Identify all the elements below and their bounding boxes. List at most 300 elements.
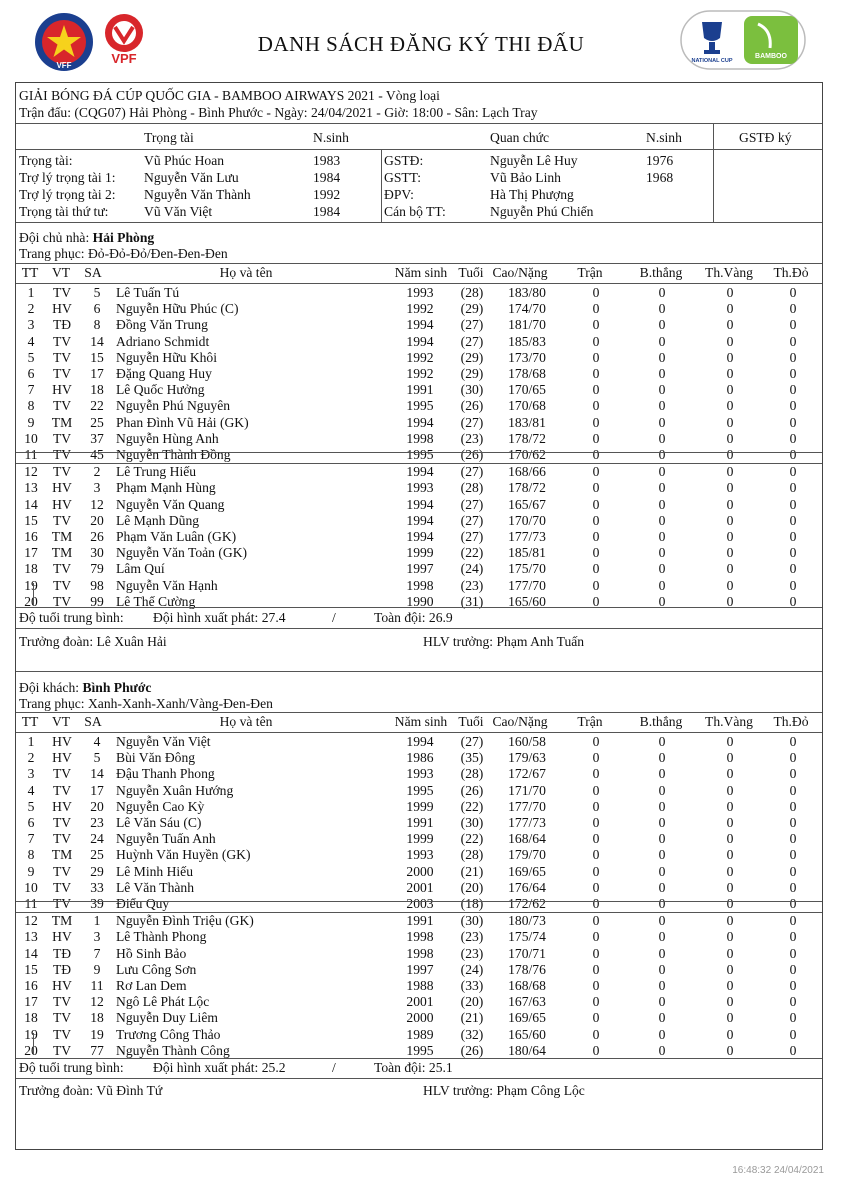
player-col-goals: 0 [658, 1042, 666, 1058]
player-col-height-weight: 180/73 [508, 913, 546, 929]
player-col-vt: TV [52, 333, 72, 349]
player-col-name: Lê Văn Thành [116, 879, 195, 895]
player-col-height-weight: 178/72 [508, 480, 546, 496]
player-col-vt: TV [52, 1026, 72, 1042]
player-col-goals: 0 [658, 945, 666, 961]
player-col-goals: 0 [658, 847, 666, 863]
player-col-birth: 1994 [406, 414, 434, 430]
player-row [16, 398, 822, 414]
player-col-tt: 15 [24, 512, 38, 528]
player-col-goals: 0 [658, 815, 666, 831]
player-col-red: 0 [789, 961, 797, 977]
player-col-sa: 17 [90, 782, 104, 798]
header-col-birth: Năm sinh [394, 265, 448, 280]
player-col-vt: TĐ [52, 945, 72, 961]
player-col-sa: 5 [93, 285, 101, 300]
player-col-age: (27) [460, 333, 484, 349]
player-row [16, 864, 822, 880]
player-col-yellow: 0 [726, 994, 734, 1010]
player-col-goals: 0 [658, 366, 666, 382]
player-col-matches: 0 [592, 577, 600, 593]
player-col-red: 0 [789, 994, 797, 1010]
player-col-matches: 0 [592, 896, 600, 912]
home-team-name: Hải Phòng [92, 230, 155, 245]
player-col-yellow: 0 [726, 301, 734, 317]
away-column-headers [16, 714, 822, 731]
player-col-birth: 1992 [406, 301, 434, 317]
player-col-tt: 13 [24, 480, 38, 496]
player-col-birth: 1992 [406, 366, 434, 382]
referee-name: Vũ Phúc Hoan [144, 153, 225, 168]
player-col-tt: 5 [27, 349, 35, 365]
player-row [16, 1010, 822, 1026]
player-col-yellow: 0 [726, 496, 734, 512]
player-col-name: Lê Minh Hiếu [116, 863, 194, 879]
player-col-red: 0 [789, 398, 797, 414]
player-col-height-weight: 170/62 [508, 447, 546, 463]
player-row [16, 317, 822, 333]
player-col-tt: 6 [27, 815, 35, 831]
header-col-birth: Năm sinh [394, 714, 448, 729]
player-col-age: (24) [460, 961, 484, 977]
player-col-tt: 13 [24, 929, 38, 945]
referee-year: 1984 [313, 204, 341, 219]
player-col-name: Nguyễn Đình Triệu (GK) [116, 913, 254, 929]
player-col-birth: 1991 [406, 913, 434, 929]
player-col-vt: TM [51, 545, 73, 561]
player-col-name: Nguyễn Văn Việt [116, 734, 211, 749]
player-col-vt: TV [52, 896, 72, 912]
player-col-age: (27) [460, 529, 484, 545]
player-col-matches: 0 [592, 929, 600, 945]
player-col-red: 0 [789, 929, 797, 945]
player-col-matches: 0 [592, 317, 600, 333]
player-col-red: 0 [789, 414, 797, 430]
header-col-red: Th.Đỏ [773, 265, 809, 280]
player-col-yellow: 0 [726, 1042, 734, 1058]
player-col-vt: TV [52, 447, 72, 463]
player-col-vt: TV [52, 994, 72, 1010]
player-col-yellow: 0 [726, 766, 734, 782]
player-col-age: (27) [460, 414, 484, 430]
player-col-sa: 37 [90, 430, 104, 446]
player-col-red: 0 [789, 945, 797, 961]
player-col-tt: 4 [27, 333, 35, 349]
header-col-sa: SA [84, 714, 102, 729]
away-team-kit: Trang phục: Xanh-Xanh-Xanh/Vàng-Đen-Đen [19, 696, 273, 711]
staff-year: 1968 [646, 170, 674, 185]
player-col-sa: 33 [90, 879, 104, 895]
player-col-tt: 1 [27, 734, 35, 749]
player-col-yellow: 0 [726, 398, 734, 414]
player-col-matches: 0 [592, 398, 600, 414]
player-col-height-weight: 185/81 [508, 545, 546, 561]
player-col-height-weight: 165/67 [508, 496, 546, 512]
player-col-birth: 1988 [406, 978, 434, 994]
player-col-matches: 0 [592, 750, 600, 766]
player-col-goals: 0 [658, 430, 666, 446]
player-col-red: 0 [789, 1010, 797, 1026]
player-col-name: Nguyễn Hữu Khôi [116, 349, 218, 365]
player-col-birth: 1995 [406, 1042, 434, 1058]
player-col-matches: 0 [592, 1026, 600, 1042]
player-col-height-weight: 179/63 [508, 750, 546, 766]
player-col-vt: HV [52, 480, 72, 496]
player-col-tt: 18 [24, 1010, 38, 1026]
player-col-red: 0 [789, 831, 797, 847]
player-col-matches: 0 [592, 414, 600, 430]
player-col-birth: 1993 [406, 766, 434, 782]
away-team-manager: Trưởng đoàn: Vũ Đình Tứ [19, 1083, 163, 1098]
player-col-matches: 0 [592, 285, 600, 300]
player-col-height-weight: 165/60 [508, 593, 546, 609]
player-col-yellow: 0 [726, 366, 734, 382]
player-col-height-weight: 177/73 [508, 529, 546, 545]
player-col-name: Ngô Lê Phát Lộc [116, 994, 210, 1010]
national-cup-logo [680, 10, 806, 70]
officials-col-sign: GSTĐ ký [739, 130, 792, 145]
player-col-red: 0 [789, 529, 797, 545]
player-col-tt: 7 [27, 382, 35, 398]
away-avg-label: Độ tuổi trung bình: [19, 1060, 124, 1075]
player-col-height-weight: 180/64 [508, 1042, 546, 1058]
player-col-height-weight: 177/73 [508, 815, 546, 831]
player-col-name: Rơ Lan Dem [116, 978, 187, 994]
home-head-coach: HLV trưởng: Phạm Anh Tuấn [423, 634, 585, 649]
player-col-goals: 0 [658, 480, 666, 496]
header-col-name: Họ và tên [219, 265, 273, 280]
player-col-birth: 2001 [406, 994, 434, 1010]
player-col-sa: 99 [90, 593, 104, 609]
player-row [16, 1043, 822, 1059]
player-col-yellow: 0 [726, 750, 734, 766]
referee-name: Vũ Văn Việt [144, 204, 213, 219]
player-col-red: 0 [789, 333, 797, 349]
referee-role: Trợ lý trọng tài 2: [19, 187, 116, 202]
player-col-age: (27) [460, 734, 484, 749]
player-col-age: (23) [460, 945, 484, 961]
player-col-height-weight: 174/70 [508, 301, 546, 317]
player-col-birth: 1999 [406, 545, 434, 561]
player-col-vt: HV [52, 734, 72, 749]
player-col-name: Lê Trung Hiếu [116, 464, 197, 480]
header-col-matches: Trận [577, 265, 603, 280]
player-col-tt: 9 [27, 863, 35, 879]
player-col-goals: 0 [658, 978, 666, 994]
player-row [16, 415, 822, 431]
player-col-sa: 3 [93, 480, 101, 496]
player-col-birth: 1994 [406, 512, 434, 528]
player-col-yellow: 0 [726, 512, 734, 528]
player-col-yellow: 0 [726, 529, 734, 545]
player-col-name: Lê Văn Sáu (C) [116, 815, 202, 831]
player-col-yellow: 0 [726, 593, 734, 609]
player-col-vt: TV [52, 512, 72, 528]
player-col-height-weight: 167/63 [508, 994, 546, 1010]
player-col-red: 0 [789, 317, 797, 333]
player-row [16, 480, 822, 496]
player-col-sa: 7 [93, 945, 101, 961]
away-avg-separator: / [332, 1060, 336, 1075]
player-col-birth: 1999 [406, 831, 434, 847]
player-col-name: Nguyễn Thành Đồng [116, 447, 231, 463]
staff-role: GSTT: [384, 170, 422, 185]
player-col-name: Lê Thế Cường [116, 593, 196, 609]
player-col-birth: 1998 [406, 430, 434, 446]
player-col-goals: 0 [658, 913, 666, 929]
player-col-matches: 0 [592, 447, 600, 463]
player-col-tt: 3 [27, 766, 35, 782]
player-col-goals: 0 [658, 561, 666, 577]
player-col-yellow: 0 [726, 464, 734, 480]
player-col-yellow: 0 [726, 815, 734, 831]
home-team-heading [19, 230, 154, 246]
player-col-goals: 0 [658, 831, 666, 847]
player-col-sa: 14 [90, 333, 104, 349]
player-col-yellow: 0 [726, 382, 734, 398]
player-col-vt: TV [52, 577, 72, 593]
player-col-goals: 0 [658, 994, 666, 1010]
player-row [16, 545, 822, 561]
header-col-matches: Trận [577, 714, 603, 729]
player-col-vt: HV [52, 929, 72, 945]
player-col-birth: 1995 [406, 398, 434, 414]
player-col-age: (33) [460, 978, 484, 994]
player-row [16, 962, 822, 978]
player-col-goals: 0 [658, 1010, 666, 1026]
player-col-goals: 0 [658, 382, 666, 398]
player-col-vt: TV [52, 593, 72, 609]
match-details: Trận đấu: (CQG07) Hải Phòng - Bình Phước - Ngày: 24/04/2021 - Giờ: 18:00 - Sân: Lạch Tray [19, 105, 538, 120]
player-row [16, 994, 822, 1010]
player-col-age: (21) [460, 863, 484, 879]
player-col-age: (22) [460, 545, 484, 561]
player-row [16, 946, 822, 962]
player-col-matches: 0 [592, 301, 600, 317]
player-col-height-weight: 183/80 [508, 285, 546, 300]
player-col-red: 0 [789, 593, 797, 609]
header-col-vt: VT [51, 265, 71, 280]
player-col-birth: 1998 [406, 945, 434, 961]
player-col-matches: 0 [592, 978, 600, 994]
player-col-goals: 0 [658, 301, 666, 317]
player-col-goals: 0 [658, 577, 666, 593]
player-col-red: 0 [789, 382, 797, 398]
player-col-matches: 0 [592, 333, 600, 349]
player-col-red: 0 [789, 301, 797, 317]
player-row [16, 350, 822, 366]
player-col-yellow: 0 [726, 929, 734, 945]
player-col-yellow: 0 [726, 414, 734, 430]
player-col-name: Nguyễn Văn Hạnh [116, 577, 218, 593]
player-col-sa: 12 [90, 994, 104, 1010]
player-col-sa: 45 [90, 447, 104, 463]
player-col-name: Nguyễn Tuấn Anh [116, 831, 216, 847]
svg-text:VFF: VFF [56, 61, 72, 70]
header-col-height-weight: Cao/Nặng [492, 265, 548, 280]
competition-name: GIẢI BÓNG ĐÁ CÚP QUỐC GIA - BAMBOO AIRWAYS 2021 - Vòng loại [19, 88, 440, 103]
player-col-tt: 14 [24, 945, 38, 961]
player-col-vt: TM [51, 414, 73, 430]
player-col-vt: TĐ [52, 317, 72, 333]
player-col-yellow: 0 [726, 798, 734, 814]
player-col-name: Huỳnh Văn Huyền (GK) [116, 847, 251, 863]
player-col-height-weight: 168/68 [508, 978, 546, 994]
player-col-goals: 0 [658, 896, 666, 912]
svg-text:VPF: VPF [111, 51, 137, 66]
player-col-vt: TĐ [52, 961, 72, 977]
player-col-tt: 9 [27, 414, 35, 430]
player-col-sa: 18 [90, 1010, 104, 1026]
player-col-name: Nguyễn Duy Liêm [116, 1010, 218, 1026]
player-col-tt: 3 [27, 317, 35, 333]
officials-col-birth2: N.sinh [646, 130, 682, 145]
player-col-birth: 1994 [406, 496, 434, 512]
player-row [16, 301, 822, 317]
player-col-height-weight: 178/76 [508, 961, 546, 977]
player-col-red: 0 [789, 782, 797, 798]
player-row [16, 978, 822, 994]
player-col-red: 0 [789, 366, 797, 382]
player-col-tt: 12 [24, 913, 38, 929]
player-col-birth: 1995 [406, 447, 434, 463]
player-col-red: 0 [789, 349, 797, 365]
player-col-yellow: 0 [726, 978, 734, 994]
player-col-height-weight: 177/70 [508, 577, 546, 593]
document-header [0, 0, 842, 82]
player-col-matches: 0 [592, 815, 600, 831]
player-col-tt: 20 [24, 593, 38, 609]
player-col-red: 0 [789, 285, 797, 300]
officials-col-birth: N.sinh [313, 130, 349, 145]
referee-year: 1984 [313, 170, 341, 185]
player-col-goals: 0 [658, 349, 666, 365]
player-col-sa: 25 [90, 847, 104, 863]
player-col-goals: 0 [658, 1026, 666, 1042]
player-col-birth: 1986 [406, 750, 434, 766]
player-col-name: Lê Quốc Hưởng [116, 382, 205, 398]
header-col-yellow: Th.Vàng [705, 265, 753, 280]
player-row [16, 815, 822, 831]
registration-frame [15, 82, 823, 1150]
player-col-tt: 19 [24, 577, 38, 593]
player-row [16, 447, 822, 464]
player-col-sa: 77 [90, 1042, 104, 1058]
player-col-age: (20) [460, 994, 484, 1010]
player-col-tt: 19 [24, 1026, 38, 1042]
player-col-vt: TV [52, 366, 72, 382]
player-col-vt: TV [52, 398, 72, 414]
player-col-name: Bùi Văn Đông [116, 750, 196, 766]
player-col-yellow: 0 [726, 734, 734, 749]
player-col-vt: TV [52, 349, 72, 365]
player-col-yellow: 0 [726, 480, 734, 496]
player-col-age: (20) [460, 879, 484, 895]
away-avg-all: Toàn đội: 25.1 [374, 1060, 453, 1075]
player-col-name: Lê Thành Phong [116, 929, 207, 945]
player-col-goals: 0 [658, 317, 666, 333]
player-col-matches: 0 [592, 994, 600, 1010]
player-col-age: (21) [460, 1010, 484, 1026]
player-col-tt: 14 [24, 496, 38, 512]
player-col-tt: 17 [24, 545, 38, 561]
player-col-age: (28) [460, 766, 484, 782]
player-col-tt: 1 [27, 285, 35, 300]
player-col-birth: 1998 [406, 577, 434, 593]
player-col-birth: 2001 [406, 879, 434, 895]
home-avg-separator: / [332, 610, 336, 625]
player-col-tt: 5 [27, 798, 35, 814]
player-col-sa: 25 [90, 414, 104, 430]
player-col-height-weight: 175/70 [508, 561, 546, 577]
player-col-matches: 0 [592, 349, 600, 365]
player-col-name: Lê Mạnh Dũng [116, 512, 200, 528]
player-col-height-weight: 177/70 [508, 798, 546, 814]
player-col-name: Nguyễn Hùng Anh [116, 430, 219, 446]
player-col-sa: 2 [93, 464, 101, 480]
print-timestamp: 16:48:32 24/04/2021 [732, 1165, 824, 1176]
player-col-name: Đặng Quang Huy [116, 366, 212, 382]
player-col-tt: 18 [24, 561, 38, 577]
player-col-height-weight: 178/68 [508, 366, 546, 382]
player-col-sa: 20 [90, 798, 104, 814]
player-col-tt: 15 [24, 961, 38, 977]
player-col-goals: 0 [658, 333, 666, 349]
header-col-tt: TT [21, 265, 39, 280]
player-col-age: (28) [460, 285, 484, 300]
player-row [16, 513, 822, 529]
player-col-age: (26) [460, 782, 484, 798]
player-col-age: (35) [460, 750, 484, 766]
player-col-goals: 0 [658, 464, 666, 480]
player-col-red: 0 [789, 512, 797, 528]
player-col-birth: 1997 [406, 961, 434, 977]
player-col-yellow: 0 [726, 863, 734, 879]
staff-role: GSTĐ: [384, 153, 424, 168]
svg-text:BAMBOO: BAMBOO [755, 53, 787, 60]
player-col-sa: 20 [90, 512, 104, 528]
player-col-vt: HV [52, 301, 72, 317]
staff-name: Vũ Bảo Linh [490, 170, 561, 185]
player-col-age: (23) [460, 929, 484, 945]
player-col-vt: HV [52, 496, 72, 512]
player-col-birth: 1993 [406, 480, 434, 496]
player-col-matches: 0 [592, 366, 600, 382]
player-col-tt: 11 [24, 896, 38, 912]
player-col-goals: 0 [658, 512, 666, 528]
player-col-vt: HV [52, 978, 72, 994]
player-col-red: 0 [789, 798, 797, 814]
player-col-vt: TM [51, 529, 73, 545]
player-col-goals: 0 [658, 545, 666, 561]
player-col-yellow: 0 [726, 896, 734, 912]
player-col-sa: 17 [90, 366, 104, 382]
player-col-goals: 0 [658, 447, 666, 463]
player-col-name: Hồ Sinh Bảo [116, 945, 187, 961]
player-col-age: (29) [460, 349, 484, 365]
player-col-yellow: 0 [726, 1010, 734, 1026]
player-col-tt: 11 [24, 447, 38, 463]
player-col-name: Nguyễn Xuân Hướng [116, 782, 234, 798]
player-col-birth: 2000 [406, 863, 434, 879]
header-col-tt: TT [21, 714, 39, 729]
player-col-sa: 11 [90, 978, 104, 994]
player-col-vt: TV [52, 561, 72, 577]
player-col-sa: 1 [93, 913, 101, 929]
referee-name: Nguyễn Văn Thành [144, 187, 251, 202]
player-col-name: Phan Đình Vũ Hải (GK) [116, 414, 249, 430]
player-col-name: Nguyễn Thành Công [116, 1042, 230, 1058]
